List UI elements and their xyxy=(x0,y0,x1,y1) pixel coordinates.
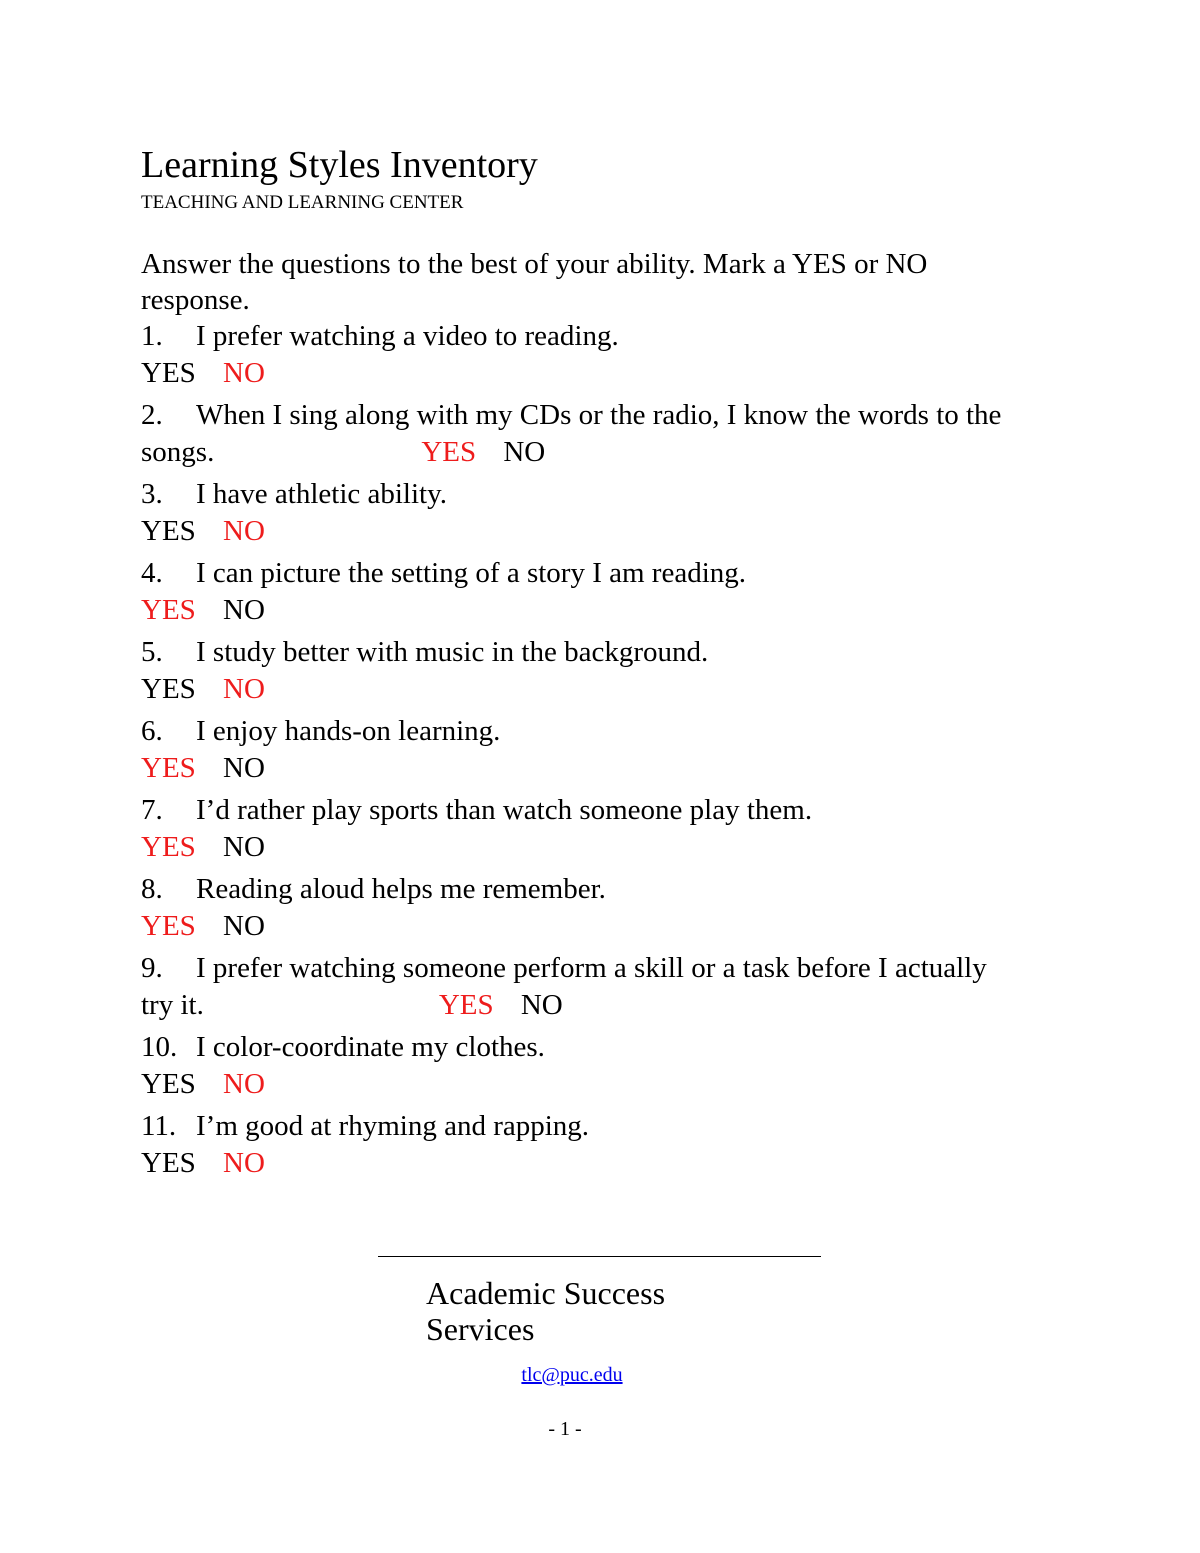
no-option[interactable]: NO xyxy=(503,436,546,468)
yes-option[interactable]: YES xyxy=(141,1068,196,1100)
yes-option-selected[interactable]: YES xyxy=(438,989,494,1021)
question-2 xyxy=(141,397,1081,471)
question-4 xyxy=(141,555,1081,629)
no-option[interactable]: NO xyxy=(520,989,563,1021)
no-option[interactable]: NO xyxy=(223,752,265,784)
question-text-line-1: When I sing along with my CDs or the radio, I know the words to the xyxy=(196,399,1002,431)
yes-option-selected[interactable]: YES xyxy=(141,910,196,942)
document-subtitle: TEACHING AND LEARNING CENTER xyxy=(141,192,464,213)
department-name xyxy=(426,1275,665,1347)
no-option[interactable]: NO xyxy=(223,594,265,626)
yes-option[interactable]: YES xyxy=(141,515,196,547)
department-line-1: Academic Success xyxy=(426,1275,666,1311)
no-option-selected[interactable]: NO xyxy=(223,673,265,705)
department-line-2: Services xyxy=(426,1311,535,1347)
yes-option[interactable]: YES xyxy=(141,673,196,705)
question-text: I prefer watching a video to reading. xyxy=(196,320,619,352)
yes-option-selected[interactable]: YES xyxy=(141,831,196,863)
question-text: I enjoy hands-on learning. xyxy=(196,715,501,747)
question-8 xyxy=(141,871,1081,945)
question-list xyxy=(141,318,1081,1187)
question-text: I have athletic ability. xyxy=(196,478,447,510)
divider-line xyxy=(378,1256,821,1257)
email-link[interactable]: tlc@puc.edu xyxy=(521,1364,623,1386)
question-text-line-1: I prefer watching someone perform a skill or a task before I actually xyxy=(196,952,987,984)
question-text: I’m good at rhyming and rapping. xyxy=(196,1110,590,1142)
question-number: 4. xyxy=(141,557,163,589)
yes-option[interactable]: YES xyxy=(141,1147,196,1179)
no-option-selected[interactable]: NO xyxy=(223,1147,265,1179)
no-option-selected[interactable]: NO xyxy=(223,515,265,547)
question-text-line-2: try it. xyxy=(141,989,204,1021)
no-option[interactable]: NO xyxy=(223,910,265,942)
question-6 xyxy=(141,713,1081,787)
question-number: 6. xyxy=(141,715,163,747)
question-number: 10. xyxy=(141,1031,178,1063)
question-number: 2. xyxy=(141,399,163,431)
question-number: 9. xyxy=(141,952,163,984)
question-number: 8. xyxy=(141,873,163,905)
question-number: 5. xyxy=(141,636,163,668)
question-text: I study better with music in the background. xyxy=(196,636,709,668)
question-11 xyxy=(141,1108,1081,1182)
instructions-line-2: response. xyxy=(141,284,250,316)
question-number: 1. xyxy=(141,320,163,352)
no-option-selected[interactable]: NO xyxy=(223,1068,265,1100)
question-text: Reading aloud helps me remember. xyxy=(196,873,606,905)
question-5 xyxy=(141,634,1081,708)
question-1 xyxy=(141,318,1081,392)
no-option-selected[interactable]: NO xyxy=(223,357,265,389)
question-text: I color-coordinate my clothes. xyxy=(196,1031,545,1063)
no-option[interactable]: NO xyxy=(223,831,265,863)
question-7 xyxy=(141,792,1081,866)
yes-option[interactable]: YES xyxy=(141,357,196,389)
question-number: 11. xyxy=(141,1110,177,1142)
instructions-line-1: Answer the questions to the best of your ability. Mark a YES or NO xyxy=(141,248,928,280)
page-number: - 1 - xyxy=(548,1418,582,1440)
question-number: 3. xyxy=(141,478,163,510)
instructions xyxy=(141,246,1041,318)
document-title: Learning Styles Inventory xyxy=(141,144,538,186)
question-text: I’d rather play sports than watch someone play them. xyxy=(196,794,813,826)
question-10 xyxy=(141,1029,1081,1103)
yes-option-selected[interactable]: YES xyxy=(141,752,196,784)
contact-email xyxy=(0,1362,1144,1388)
question-3 xyxy=(141,476,1081,550)
question-text: I can picture the setting of a story I am reading. xyxy=(196,557,746,589)
question-number: 7. xyxy=(141,794,163,826)
question-text-line-2: songs. xyxy=(141,436,215,468)
question-9 xyxy=(141,950,1081,1024)
yes-option-selected[interactable]: YES xyxy=(421,436,477,468)
yes-option-selected[interactable]: YES xyxy=(141,594,196,626)
